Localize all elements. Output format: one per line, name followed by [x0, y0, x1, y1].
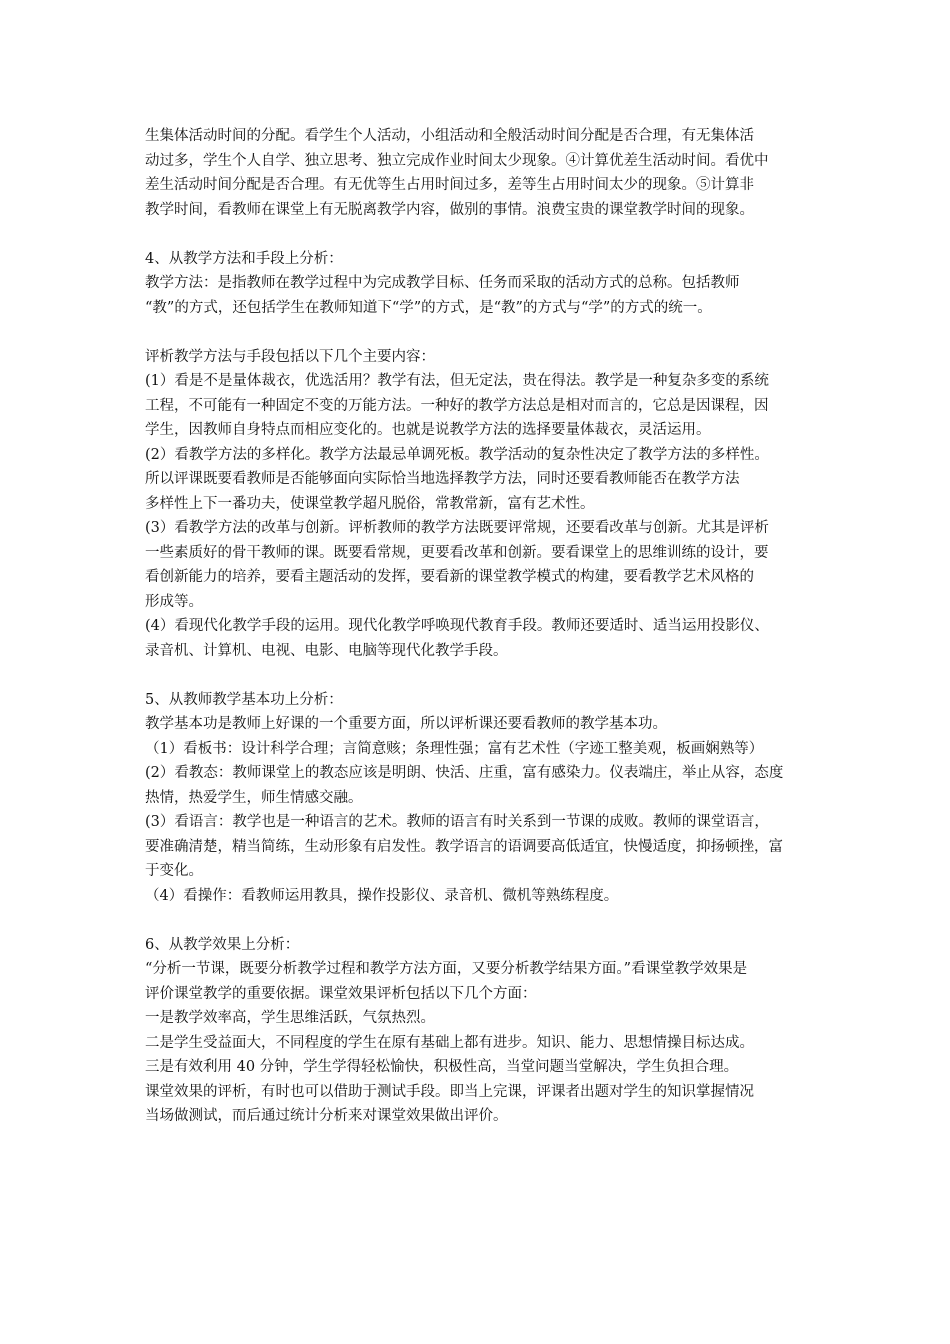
text-line: 5、从教师教学基本功上分析： — [145, 691, 343, 708]
text-line: 课堂效果的评析，有时也可以借助于测试手段。即当上完课，评课者出题对学生的知识掌握情况 — [145, 1083, 754, 1100]
text-line: (4）看现代化教学手段的运用。现代化教学呼唤现代教育手段。教师还要适时、适当运用投影仪、 — [145, 618, 769, 634]
text-line: (3）看语言：教学也是一种语言的艺术。教师的语言有时关系到一节课的成败。教师的课堂语言， — [145, 814, 769, 830]
text-line: 二是学生受益面大，不同程度的学生在原有基础上都有进步。知识、能力、思想情操目标达成。 — [145, 1034, 754, 1051]
paragraph — [145, 345, 825, 664]
text-line: 一些素质好的骨干教师的课。既要看常规，更要看改革和创新。要看课堂上的思维训练的设计，要 — [145, 544, 769, 561]
text-line: 6、从教学效果上分析： — [145, 936, 300, 953]
document-body — [145, 124, 825, 1129]
paragraph — [145, 933, 825, 1129]
text-line: (1）看是不是量体裁衣，优选活用？教学有法，但无定法，贵在得法。教学是一种复杂多变的系统 — [145, 373, 769, 389]
text-line: 学生，因教师自身特点而相应变化的。也就是说教学方法的选择要量体裁衣，灵活运用。 — [145, 422, 711, 438]
paragraph-gap — [145, 908, 825, 933]
text-line: 多样性上下一番功夫，使课堂教学超凡脱俗，常教常新，富有艺术性。 — [145, 495, 595, 512]
text-line: “分析一节课，既要分析教学过程和教学方法方面，又要分析教学结果方面。”看课堂教学效果是 — [145, 961, 748, 977]
text-line: 教学基本功是教师上好课的一个重要方面，所以评析课还要看教师的教学基本功。 — [145, 716, 667, 732]
text-line: 差生活动时间分配是否合理。有无优等生占用时间过多，差等生占用时间太少的现象。⑤计算非 — [145, 177, 754, 193]
text-line: 要准确清楚，精当简练，生动形象有启发性。教学语言的语调要高低适宜，快慢适度，抑扬顿挫，富 — [145, 838, 783, 855]
text-line: (2）看教学方法的多样化。教学方法最忌单调死板。教学活动的复杂性决定了教学方法的多样性。 — [145, 446, 769, 463]
text-line: 所以评课既要看教师是否能够面向实际恰当地选择教学方法，同时还要看教师能否在教学方法 — [145, 471, 740, 487]
text-line: (2）看教态：教师课堂上的教态应该是明朗、快活、庄重，富有感染力。仪表端庄，举止从容，态度 — [145, 765, 784, 781]
text-line: （1）看板书：设计科学合理；言简意赅；条理性强；富有艺术性（字迹工整美观，板画娴熟等） — [145, 740, 764, 757]
text-line: 4、从教学方法和手段上分析： — [145, 250, 343, 267]
text-line: 教学方法：是指教师在教学过程中为完成教学目标、任务而采取的活动方式的总称。包括教师 — [145, 275, 740, 291]
text-line: 动过多，学生个人自学、独立思考、独立完成作业时间太少现象。④计算优差生活动时间。看优中 — [145, 152, 769, 169]
text-line: 评析教学方法与手段包括以下几个主要内容： — [145, 348, 435, 365]
text-line: 生集体活动时间的分配。看学生个人活动，小组活动和全般活动时间分配是否合理，有无集体活 — [145, 128, 754, 144]
paragraph-gap — [145, 663, 825, 688]
text-line: 一是教学效率高，学生思维活跃，气氛热烈。 — [145, 1010, 435, 1026]
paragraph-gap — [145, 222, 825, 247]
text-line: 工程，不可能有一种固定不变的万能方法。一种好的教学方法总是相对而言的，它总是因课程，因 — [145, 397, 769, 414]
paragraph — [145, 247, 825, 321]
text-line: 三是有效利用 40 分钟，学生学得轻松愉快，积极性高，当堂问题当堂解决，学生负担合理。 — [145, 1059, 739, 1075]
text-line: （4）看操作：看教师运用教具，操作投影仪、录音机、微机等熟练程度。 — [145, 887, 619, 904]
text-line: 热情，热爱学生，师生情感交融。 — [145, 789, 363, 806]
text-line: 看创新能力的培养，要看主题活动的发挥，要看新的课堂教学模式的构建，要看教学艺术风格的 — [145, 569, 754, 585]
text-line: 形成等。 — [145, 593, 203, 610]
paragraph — [145, 688, 825, 909]
text-line: 当场做测试，而后通过统计分析来对课堂效果做出评价。 — [145, 1108, 508, 1124]
text-line: 录音机、计算机、电视、电影、电脑等现代化教学手段。 — [145, 642, 508, 659]
text-line: 教学时间，看教师在课堂上有无脱离教学内容，做别的事情。浪费宝贵的课堂教学时间的现象。 — [145, 201, 754, 218]
text-line: 评价课堂教学的重要依据。课堂效果评析包括以下几个方面： — [145, 985, 537, 1002]
text-line: “教”的方式，还包括学生在教师知道下“学”的方式，是“教”的方式与“学”的方式的统一。 — [145, 299, 712, 316]
paragraph-gap — [145, 320, 825, 345]
text-line: (3）看教学方法的改革与创新。评析教师的教学方法既要评常规，还要看改革与创新。尤其是评析 — [145, 520, 769, 536]
paragraph — [145, 124, 825, 222]
text-line: 于变化。 — [145, 863, 203, 879]
